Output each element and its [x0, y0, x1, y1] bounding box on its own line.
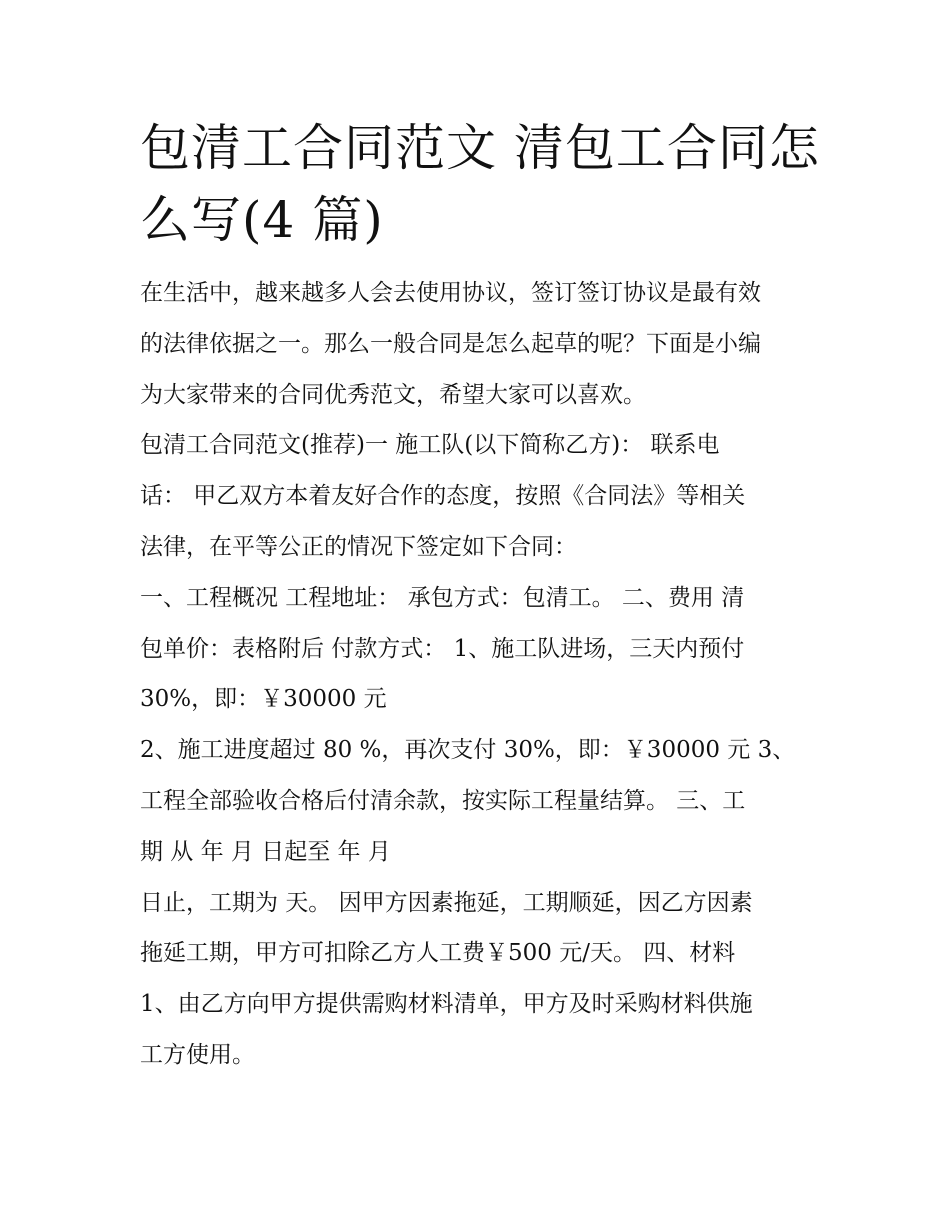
paragraph-intro: 在生活中，越来越多人会去使用协议，签订签订协议是最有效 的法律依据之一。那么一般合同是怎么起草的呢？下面是小编 为大家带来的合同优秀范文，希望大家可以喜欢。	[140, 280, 761, 408]
paragraph-duration: 日止，工期为 天。 因甲方因素拖延，工期顺延，因乙方因素 拖延工期，甲方可扣除乙方人工费￥500 元/天。 四、材料	[140, 889, 753, 967]
paragraph-parties: 包清工合同范文(推荐)一 施工队(以下简称乙方)： 联系电 话： 甲乙双方本着友好合作的态度，按照《合同法》等相关 法律，在平等公正的情况下签定如下合同：	[140, 432, 746, 560]
paragraph-payment-schedule: 2、施工进度超过 80 %，再次支付 30%，即：￥30000 元 3、 工程全部验收合格后付清余款，按实际工程量结算。 三、工 期 从 年 月 日起至 年 月	[140, 737, 796, 865]
document-title: 包清工合同范文 清包工合同怎 么写(4 篇)	[140, 119, 820, 249]
paragraph-materials: 1、由乙方向甲方提供需购材料清单，甲方及时采购材料供施 工方使用。	[140, 991, 753, 1068]
document-body	[140, 268, 820, 1081]
document-page	[140, 112, 820, 1081]
paragraph-overview-fees: 一、工程概况 工程地址： 承包方式：包清工。 二、费用 清 包单价：表格附后 付款方式： 1、施工队进场，三天内预付 30%，即：￥30000 元	[140, 584, 745, 713]
